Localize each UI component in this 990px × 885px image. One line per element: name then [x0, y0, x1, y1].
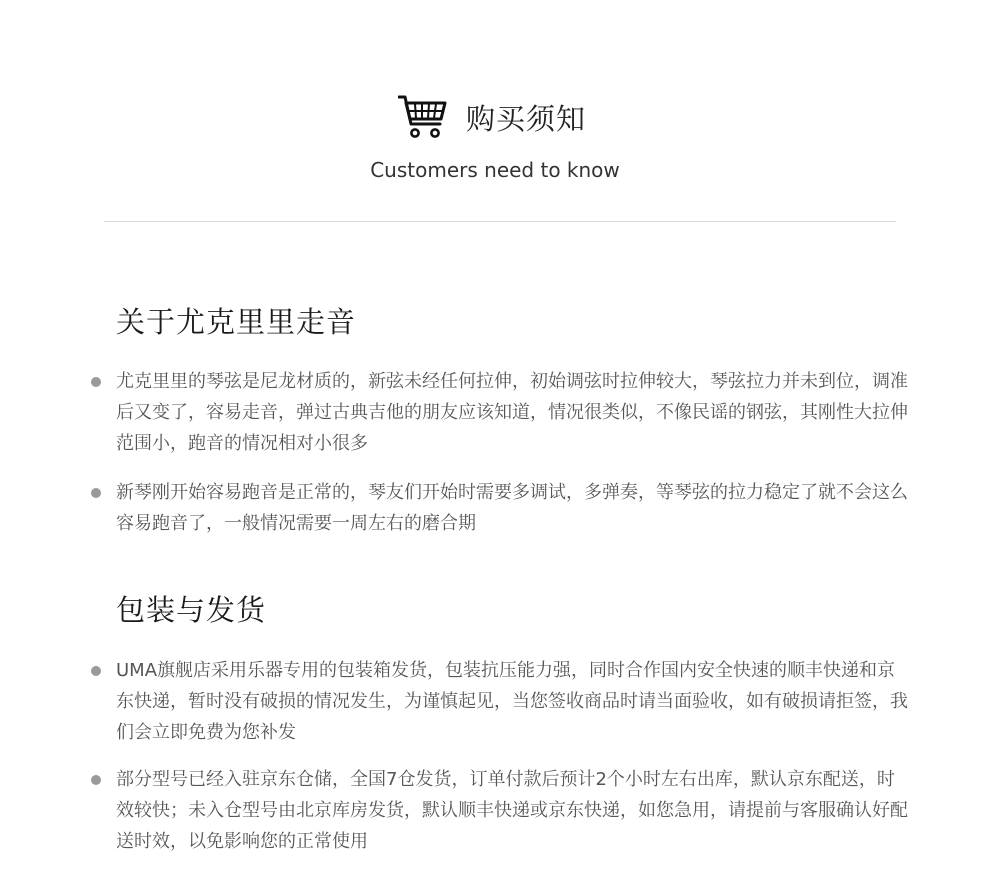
list-item — [88, 477, 908, 539]
list-item — [88, 764, 908, 857]
tuning-list — [88, 366, 908, 539]
shopping-cart-icon — [398, 94, 448, 140]
page-subtitle: Customers need to know — [370, 158, 620, 182]
list-item — [88, 366, 908, 459]
page-header — [0, 0, 990, 222]
page-title: 购买须知 — [465, 101, 586, 136]
header-divider — [104, 221, 896, 222]
bullet-icon — [91, 775, 101, 785]
bullet-icon — [91, 666, 101, 676]
section-heading-tuning: 关于尤克里里走音 — [116, 305, 357, 339]
list-item-text: 新琴刚开始容易跑音是正常的，琴友们开始时需要多调试，多弹奏，等琴弦的拉力稳定了就不会这么容易跑音了，一般情况需要一周左右的磨合期 — [116, 482, 908, 534]
bullet-icon — [91, 488, 101, 498]
list-item — [88, 655, 908, 748]
shipping-list — [88, 655, 908, 857]
section-heading-shipping: 包装与发货 — [116, 593, 267, 627]
list-item-text: 尤克里里的琴弦是尼龙材质的，新弦未经任何拉伸，初始调弦时拉伸较大，琴弦拉力并未到位，调准后又变了，容易走音，弹过古典吉他的朋友应该知道，情况很类似，不像民谣的钢弦，其刚性大拉伸范围小，跑音的情况相对小很多 — [116, 371, 908, 454]
bullet-icon — [91, 377, 101, 387]
list-item-text: UMA旗舰店采用乐器专用的包装箱发货，包装抗压能力强，同时合作国内安全快速的顺丰快递和京东快递，暂时没有破损的情况发生，为谨慎起见，当您签收商品时请当面验收，如有破损请拒签，我们会立即免费为您补发 — [116, 660, 908, 743]
title-row — [0, 92, 990, 142]
list-item-text: 部分型号已经入驻京东仓储，全国7仓发货，订单付款后预计2个小时左右出库，默认京东配送，时效较快；未入仓型号由北京库房发货，默认顺丰快递或京东快递，如您急用，请提前与客服确认好配送时效，以免影响您的正常使用 — [116, 769, 908, 852]
